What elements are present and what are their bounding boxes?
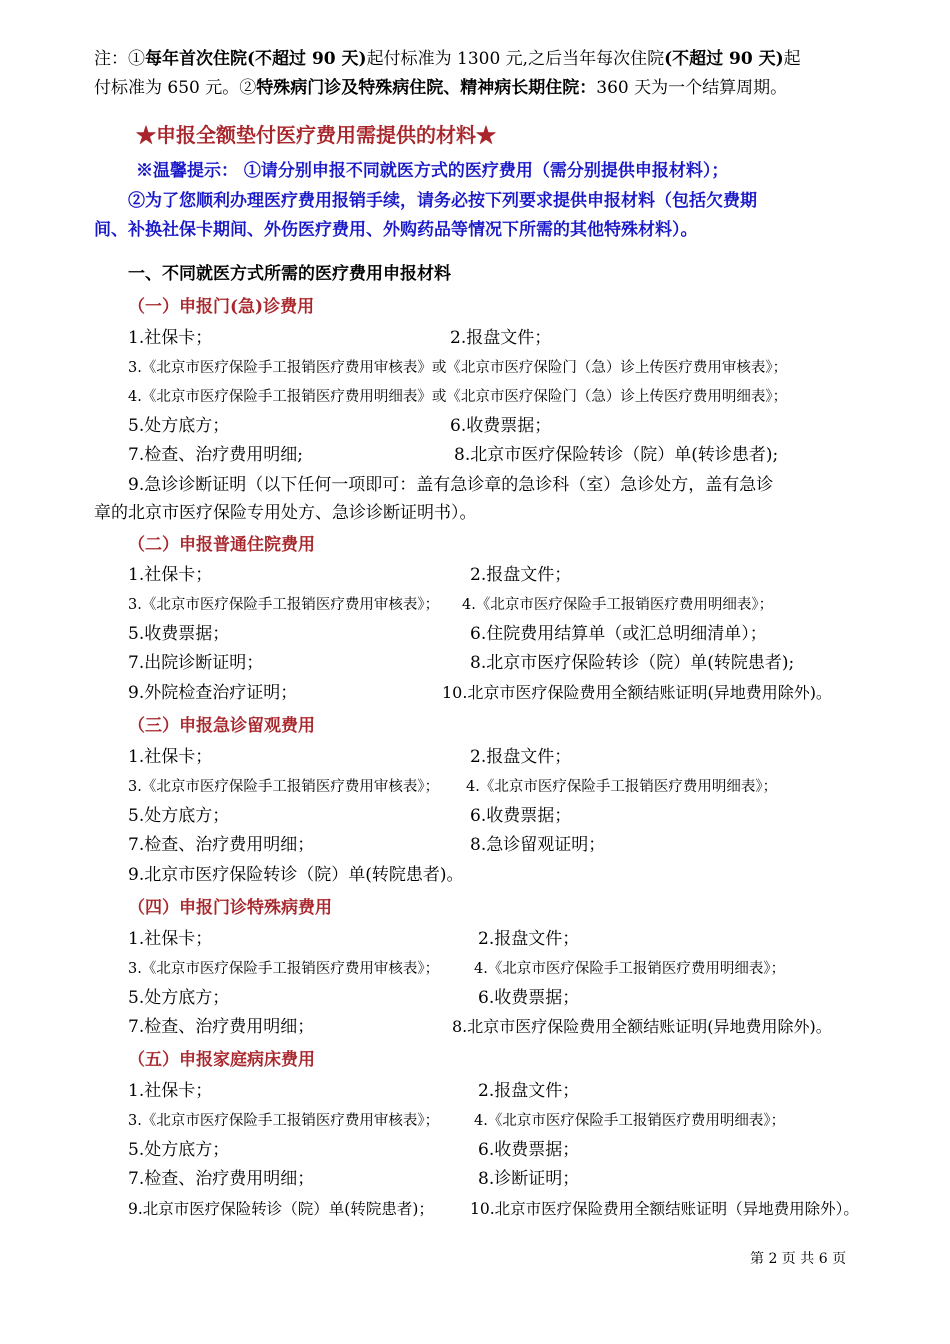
sub4-item-3: 3.《北京市医疗保险手工报销医疗费用审核表》； bbox=[128, 961, 440, 977]
note-text-1: 起付标准为 1300 元,之后当年每次住院 bbox=[366, 49, 665, 69]
sub2-heading: （二）申报普通住院费用 bbox=[128, 535, 315, 555]
sub5-item-2: 2.报盘文件； bbox=[478, 1081, 580, 1101]
tip-line-1: ※温馨提示： ①请分别申报不同就医方式的医疗费用（需分别提供申报材料）； bbox=[136, 161, 729, 181]
note-bold-3: 特殊病门诊及特殊病住院、精神病长期住院： bbox=[256, 78, 597, 98]
sub2-item-7: 7.出院诊断证明； bbox=[128, 653, 264, 673]
tip-line-3: 间、补换社保卡期间、外伤医疗费用、外购药品等情况下所需的其他特殊材料）。 bbox=[94, 220, 698, 240]
sub2-item-4: 4.《北京市医疗保险手工报销医疗费用明细表》； bbox=[462, 597, 774, 613]
sub3-item-5: 5.处方底方； bbox=[128, 806, 230, 826]
note-bold-2: (不超过 90 天) bbox=[664, 49, 784, 69]
note-text-3: 付标准为 650 元。② bbox=[94, 78, 257, 98]
sub2-item-9: 9.外院检查治疗证明； bbox=[128, 683, 298, 703]
sub3-item-2: 2.报盘文件； bbox=[470, 747, 572, 767]
sub1-item-2: 2.报盘文件； bbox=[450, 328, 552, 348]
sub4-heading: （四）申报门诊特殊病费用 bbox=[128, 898, 332, 918]
sub1-item-5: 5.处方底方； bbox=[128, 416, 230, 436]
note-bold-1: 每年首次住院(不超过 90 天) bbox=[145, 49, 367, 69]
sub5-item-7: 7.检查、治疗费用明细； bbox=[128, 1169, 315, 1189]
sub4-item-4: 4.《北京市医疗保险手工报销医疗费用明细表》； bbox=[474, 961, 786, 977]
sub4-item-6: 6.收费票据； bbox=[478, 988, 580, 1008]
sub3-item-1: 1.社保卡； bbox=[128, 747, 213, 767]
sub3-item-3: 3.《北京市医疗保险手工报销医疗费用审核表》； bbox=[128, 779, 440, 795]
sub1-item-3: 3.《北京市医疗保险手工报销医疗费用审核表》或《北京市医疗保险门（急）诊上传医疗费用审核表》； bbox=[128, 360, 788, 376]
sub1-item-9a: 9.急诊诊断证明（以下任何一项即可：盖有急诊章的急诊科（室）急诊处方，盖有急诊 bbox=[128, 475, 774, 495]
sub5-item-8: 8.诊断证明； bbox=[478, 1169, 580, 1189]
sub5-heading: （五）申报家庭病床费用 bbox=[128, 1050, 315, 1070]
page-number: 第 2 页 共 6 页 bbox=[750, 1251, 847, 1267]
sub2-item-3: 3.《北京市医疗保险手工报销医疗费用审核表》； bbox=[128, 597, 440, 613]
sub3-item-9: 9.北京市医疗保险转诊（院）单(转院患者)。 bbox=[128, 865, 464, 885]
note-text-4: 360 天为一个结算周期。 bbox=[596, 78, 788, 98]
sub4-item-5: 5.处方底方； bbox=[128, 988, 230, 1008]
sub5-item-3: 3.《北京市医疗保险手工报销医疗费用审核表》； bbox=[128, 1113, 440, 1129]
section-heading: 一、不同就医方式所需的医疗费用申报材料 bbox=[128, 264, 451, 284]
sub3-item-8: 8.急诊留观证明； bbox=[470, 835, 606, 855]
sub2-item-6: 6.住院费用结算单（或汇总明细清单）； bbox=[470, 624, 767, 644]
sub5-item-4: 4.《北京市医疗保险手工报销医疗费用明细表》； bbox=[474, 1113, 786, 1129]
sub3-item-7: 7.检查、治疗费用明细； bbox=[128, 835, 315, 855]
sub3-item-6: 6.收费票据； bbox=[470, 806, 572, 826]
sub1-item-6: 6.收费票据； bbox=[450, 416, 552, 436]
sub5-item-6: 6.收费票据； bbox=[478, 1140, 580, 1160]
sub2-item-2: 2.报盘文件； bbox=[470, 565, 572, 585]
sub1-item-9b: 章的北京市医疗保险专用处方、急诊诊断证明书）。 bbox=[94, 503, 477, 523]
sub2-item-8: 8.北京市医疗保险转诊（院）单(转院患者); bbox=[470, 653, 795, 673]
sub1-item-7: 7.检查、治疗费用明细; bbox=[128, 445, 303, 465]
page-title: ★申报全额垫付医疗费用需提供的材料★ bbox=[136, 123, 496, 147]
sub2-item-10: 10.北京市医疗保险费用全额结账证明(异地费用除外)。 bbox=[442, 683, 832, 702]
sub4-item-1: 1.社保卡； bbox=[128, 929, 213, 949]
sub5-item-5: 5.处方底方； bbox=[128, 1140, 230, 1160]
sub5-item-9: 9.北京市医疗保险转诊（院）单(转院患者)； bbox=[128, 1200, 434, 1218]
tip-line-2: ②为了您顺利办理医疗费用报销手续，请务必按下列要求提供申报材料（包括欠费期 bbox=[128, 191, 757, 211]
sub4-item-2: 2.报盘文件； bbox=[478, 929, 580, 949]
sub1-item-4: 4.《北京市医疗保险手工报销医疗费用明细表》或《北京市医疗保险门（急）诊上传医疗费用明细表》； bbox=[128, 389, 788, 405]
sub4-item-7: 7.检查、治疗费用明细； bbox=[128, 1017, 315, 1037]
sub2-item-1: 1.社保卡； bbox=[128, 565, 213, 585]
note-line-1 bbox=[94, 48, 801, 70]
sub2-item-5: 5.收费票据； bbox=[128, 624, 230, 644]
sub5-item-10: 10.北京市医疗保险费用全额结账证明（异地费用除外）。 bbox=[470, 1200, 859, 1218]
note-line-2 bbox=[94, 77, 787, 99]
sub3-item-4: 4.《北京市医疗保险手工报销医疗费用明细表》； bbox=[466, 779, 778, 795]
sub5-item-1: 1.社保卡； bbox=[128, 1081, 213, 1101]
note-text-2: 起 bbox=[783, 49, 801, 69]
sub1-heading: （一）申报门(急)诊费用 bbox=[128, 297, 315, 317]
note-prefix: 注：① bbox=[94, 49, 145, 69]
sub3-heading: （三）申报急诊留观费用 bbox=[128, 716, 315, 736]
sub1-item-1: 1.社保卡； bbox=[128, 328, 213, 348]
sub4-item-8: 8.北京市医疗保险费用全额结账证明(异地费用除外)。 bbox=[452, 1017, 832, 1036]
sub1-item-8: 8.北京市医疗保险转诊（院）单(转诊患者); bbox=[454, 445, 779, 465]
